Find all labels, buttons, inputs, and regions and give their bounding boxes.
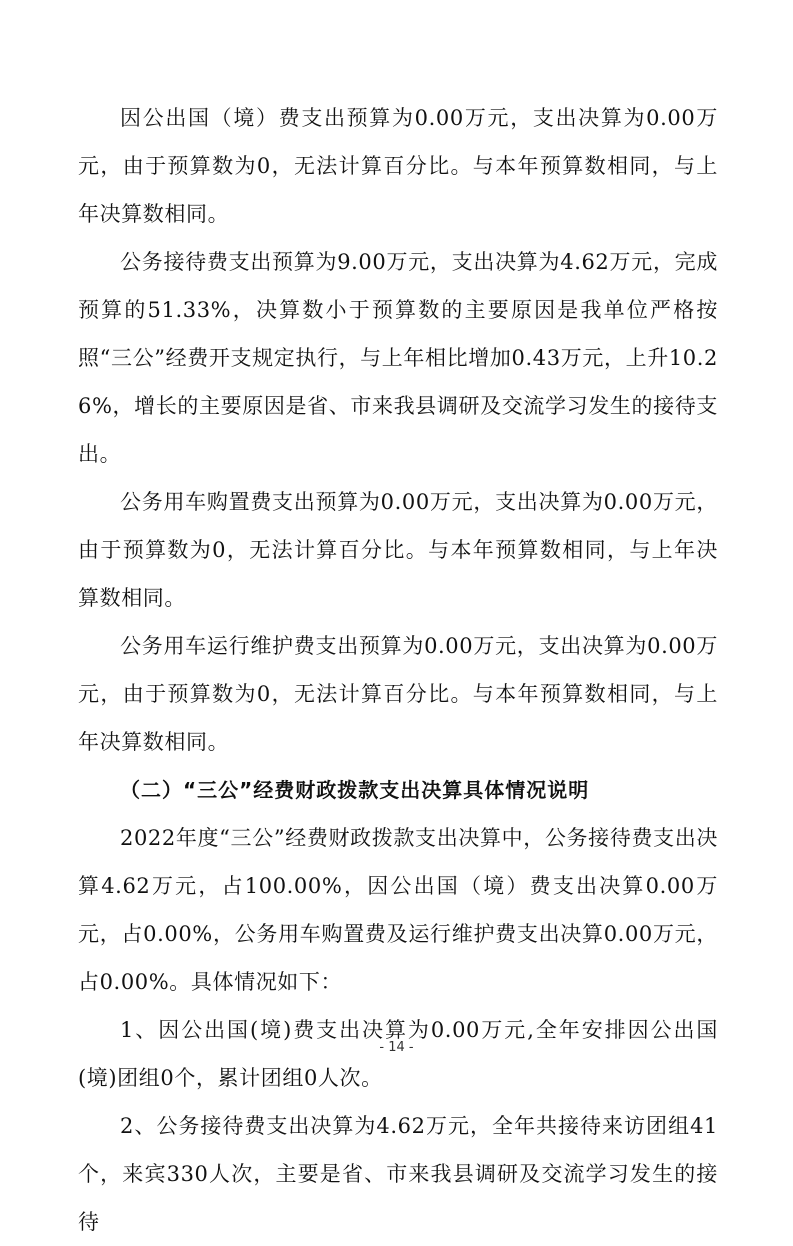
paragraph-summary-2022: 2022年度“三公”经费财政拨款支出决算中，公务接待费支出决算4.62万元，占100.00%，因公出国（境）费支出决算0.00万元，占0.00%，公务用车购置费及运行维护费支出决算0.00万元，占0.00%。具体情况如下：: [78, 826, 718, 994]
paragraph-item-1: 1、因公出国(境)费支出决算为0.00万元,全年安排因公出国(境)团组0个，累计团组0人次。: [78, 1018, 718, 1090]
paragraph-vehicle-purchase: 公务用车购置费支出预算为0.00万元，支出决算为0.00万元，由于预算数为0，无法计算百分比。与本年预算数相同，与上年决算数相同。: [78, 490, 718, 610]
paragraph-vehicle-maintenance: 公务用车运行维护费支出预算为0.00万元，支出决算为0.00万元，由于预算数为0，无法计算百分比。与本年预算数相同，与上年决算数相同。: [78, 634, 718, 754]
paragraph-overseas-travel: 因公出国（境）费支出预算为0.00万元，支出决算为0.00万元，由于预算数为0，无法计算百分比。与本年预算数相同，与上年决算数相同。: [78, 106, 718, 226]
paragraph-item-2: 2、公务接待费支出决算为4.62万元，全年共接待来访团组41个，来宾330人次，主要是省、市来我县调研及交流学习发生的接待: [78, 1114, 718, 1234]
page-number: - 14 -: [379, 1040, 414, 1055]
paragraph-official-reception: 公务接待费支出预算为9.00万元，支出决算为4.62万元，完成预算的51.33%，决算数小于预算数的主要原因是我单位严格按照“三公”经费开支规定执行，与上年相比增加0.43万元，上升10.26%，增长的主要原因是省、市来我县调研及交流学习发生的接待支出。: [78, 250, 718, 466]
document-body: [78, 94, 718, 1246]
section-heading: （二）“三公”经费财政拨款支出决算具体情况说明: [120, 778, 590, 802]
